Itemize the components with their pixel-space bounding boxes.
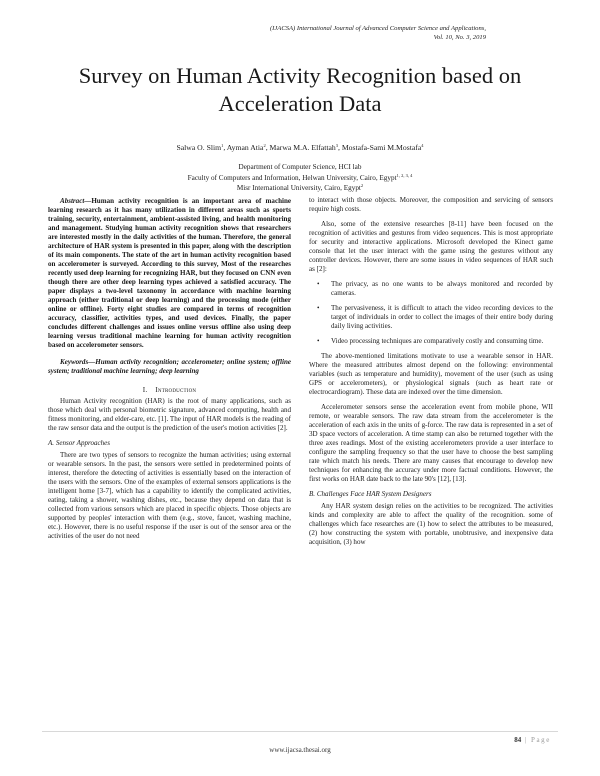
paper-title bbox=[0, 62, 600, 118]
bullet-icon: • bbox=[317, 337, 320, 345]
journal-name: (IJACSA) International Journal of Advanced Computer Science and Applications, bbox=[269, 25, 486, 32]
author-name: Mostafa-Sami M.Mostafa bbox=[341, 143, 422, 152]
list-item: • The privacy, as no one wants to be always monitored and recorded by cameras. bbox=[317, 280, 553, 297]
paper-title-line1: Survey on Human Activity Recognition based on bbox=[78, 63, 522, 88]
author-sup: 3 bbox=[335, 143, 338, 148]
author-list: Salwa O. Slim$^1$, Ayman Atia$^2$, Marwa M.A. Elfattah$^3$, Mostafa-Sami M.Mostafa$^4$ bbox=[176, 143, 424, 152]
challenges-paragraph: Any HAR system design relies on the activities to be recognized. The activities kinds and complexity are able to affect the quality of the recognition. some of challenges which face researches are (1) how to select the attributes to be measured, (2) how constructing the system with portable, unobtrusive, and inexpensive data acquisition, (3) how bbox=[309, 502, 553, 546]
issues-list bbox=[309, 280, 553, 346]
affiliation-faculty: Faculty of Computers and Information, Helwan University, Cairo, Egypt$^{1, 2, 3, 4}$ bbox=[187, 172, 413, 182]
author-name: Ayman Atia bbox=[226, 143, 264, 152]
keywords: Keywords—Human activity recognition; accelerometer; online system; offline system; traditional machine learning; deep learning bbox=[48, 358, 291, 375]
author-name: Salwa O. Slim bbox=[176, 143, 222, 152]
intro-paragraph: Human Activity recognition (HAR) is the root of many applications, such as those which deal with personal biometric signature, advanced computing, health and fitness monitoring, and elder-care, etc. [1]. The input of HAR models is the reading of the raw sensor data and the output is the prediction of the user's motion activities [2]. bbox=[48, 397, 291, 432]
author-sup: 2 bbox=[263, 143, 266, 148]
page-number-value: 84 bbox=[514, 736, 522, 744]
affiliation-misr: Misr International University, Cairo, Egypt$^2$ bbox=[236, 183, 364, 193]
list-item: • The pervasiveness, it is difficult to attach the video recording devices to the target of individuals in order to collect the images of their entire body during daily living activities. bbox=[317, 304, 553, 330]
footer-url[interactable]: www.ijacsa.thesai.org bbox=[269, 746, 331, 754]
abstract-label: Abstract bbox=[60, 197, 85, 205]
journal-volume: Vol. 10, No. 3, 2019 bbox=[433, 33, 486, 41]
continued-paragraph: to interact with those objects. Moreover, the composition and servicing of sensors require high costs. bbox=[309, 196, 553, 213]
author-sup: 1 bbox=[221, 143, 224, 148]
abstract: Abstract—Human activity recognition is an important area of machine learning research as it has many utilization in different areas such as sports training, security, entertainment, ambient-assisted living, and health monitoring and management. Studying human activity recognition shows that researchers are interested mostly in the daily activities of the human. Therefore, the general architecture of HAR system is presented in this paper, along with the description of its main components. The state of the art in human activity recognition based on accelerometer is surveyed. According to this survey, Most of the researches recently used deep learning for recognizing HAR, but they focused on CNN even though there are other deep learning types achieved a satisfied accuracy. The paper displays a two-level taxonomy in accordance with machine learning approach (either traditional or deep learning) and the processing mode (either online or offline). Forty eight studies are compared in terms of recognition accuracy, classifier, activities types, and used devices. Finally, the paper concludes different challenges and issues online versus offline also using deep learning versus traditional machine learning for human activity recognition based on accelerometer sensors. bbox=[48, 197, 291, 349]
accelerometer-paragraph: Accelerometer sensors sense the acceleration event from mobile phone, WII remote, or wearable sensors. The raw data stream from the accelerometer is the acceleration of each axis in the units of g-force. The raw data is represented in a set of 3D space vectors of acceleration. A time stamp can also be returned together with the three axes readings. Most of the existing accelerometers provide a user interface to configure the sampling frequency so that the user have to choose the best sampling rate which match his needs. There are many causes that encourage to develop new techniques for enhancing the accuracy under more factual conditions. However, the first works on HAR date back to the late 90's [12], [13]. bbox=[309, 403, 553, 483]
affiliation-department: Department of Computer Science, HCI lab bbox=[238, 163, 362, 171]
abstract-text: Human activity recognition is an important area of machine learning research as it has many utilization in different areas such as sports training, security, entertainment, ambient-assisted living, and health monitoring and management. Studying human activity recognition shows that researchers are interested mostly in the daily activities of the human. Therefore, the general architecture of HAR system is presented in this paper, along with the description of its main components. The state of the art in human activity recognition based on accelerometer is surveyed. According to this survey, Most of the researches recently used deep learning for recognizing HAR, but they focused on CNN even though there are other deep learning types achieved a satisfied accuracy. The paper displays a two-level taxonomy in accordance with machine learning approach (either traditional or deep learning) and the processing mode (either online or offline). Forty eight studies are compared in terms of recognition accuracy, classifier, activities types, and used devices. Finally, the paper concludes different challenges and issues online versus offline also using deep learning versus traditional machine learning for human activity recognition based on accelerometer sensors. bbox=[48, 197, 291, 349]
sensor-approaches-paragraph: There are two types of sensors to recognize the human activities; using external or wearable sensors. In the past, the sensors were settled in predetermined points of interest, therefore the detecting of activities is essentially based on the interaction of the users with the sensors. One of the examples of external sensors applications is the intelligent home [3-7], which has a capability to identify the complicated activities, eating, taking a shower, washing dishes, etc., because they depend on data that is collected from various sensors which are placed in specific objects. Those objects are supported by peoples' interaction with them (e.g., stove, faucet, washing machine, etc.). However, there is no useful response if the user is out of the sensor area or the activities of the user do not need bbox=[48, 451, 291, 540]
video-paragraph: Also, some of the extensive researches [8-11] have been focused on the recognition of activities and gestures from video sequences. This is most appropriate for security and interactive applications. Microsoft developed the Kinect game console that let the user interact with the game using the gestures without any controller devices. However, there are some issues in video sequences of HAR such as [2]: bbox=[309, 220, 553, 273]
section-heading-introduction: I. Introduction bbox=[142, 386, 197, 394]
affiliations bbox=[0, 162, 600, 194]
journal-header bbox=[270, 25, 486, 43]
page-number: 84 | Page bbox=[514, 736, 551, 744]
bullet-icon: • bbox=[317, 304, 320, 312]
list-item: • Video processing techniques are comparatively costly and consuming time. bbox=[317, 337, 544, 345]
left-column bbox=[48, 197, 291, 541]
author-name: Marwa M.A. Elfattah bbox=[269, 143, 336, 152]
subsection-heading-challenges: B. Challenges Face HAR System Designers bbox=[309, 490, 432, 498]
author-sup: 4 bbox=[421, 143, 424, 148]
limitations-paragraph: The above-mentioned limitations motivate to use a wearable sensor in HAR. Where the measured attributes almost depend on the following: environmental variables (such as temperature and humidity), movement of the user (such as using GPS or accelerometers), or physiological signals (such as heart rate or electrocardiogram). These data are indexed over the time dimension. bbox=[309, 352, 553, 396]
page-word: Page bbox=[530, 736, 551, 744]
bullet-icon: • bbox=[317, 280, 320, 288]
subsection-heading-sensor-approaches: A. Sensor Approaches bbox=[48, 439, 111, 447]
keywords-label: Keywords bbox=[60, 358, 89, 366]
keywords-text: Human activity recognition; accelerometer; online system; offline system; traditional machine learning; deep learning bbox=[48, 358, 291, 375]
paper-title-line2: Acceleration Data bbox=[218, 91, 382, 116]
footer-divider bbox=[42, 731, 558, 732]
right-column bbox=[309, 196, 553, 547]
